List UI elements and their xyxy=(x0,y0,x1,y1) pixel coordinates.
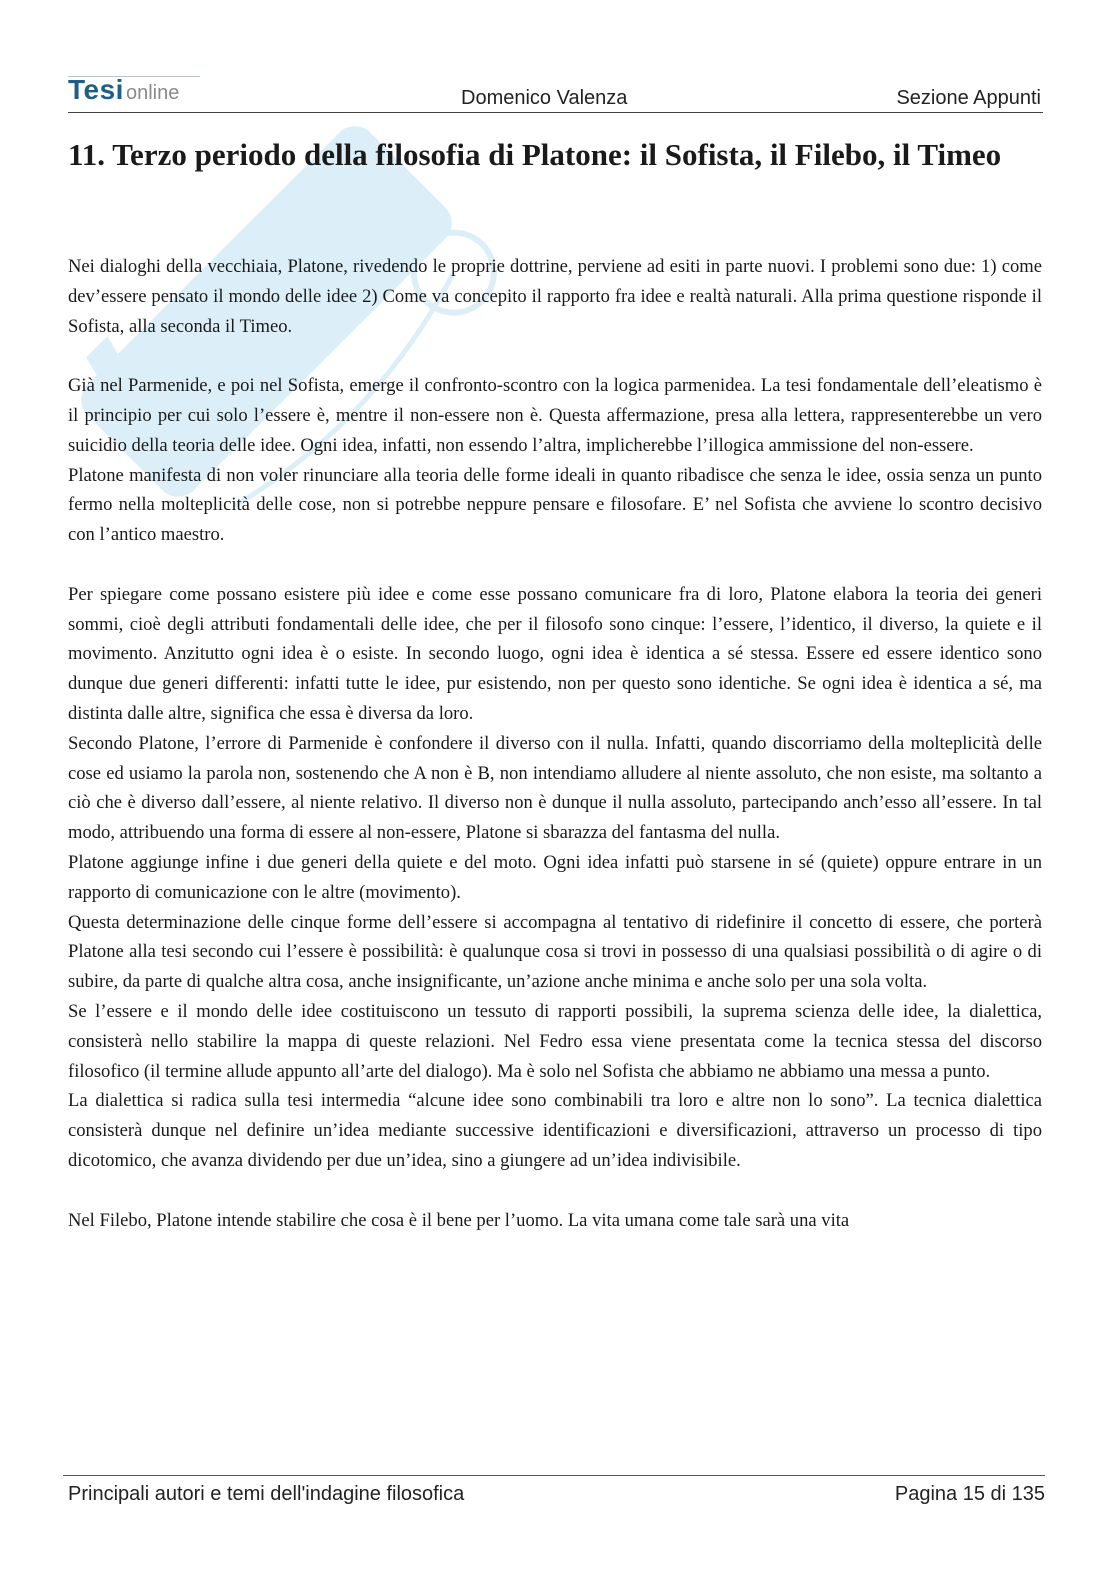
footer-book-title: Principali autori e temi dell'indagine filosofica xyxy=(68,1483,465,1505)
logo-online: online xyxy=(125,82,180,104)
tesionline-logo xyxy=(68,74,179,106)
page-header xyxy=(68,74,1043,113)
footer-rule xyxy=(63,1475,1045,1476)
paragraph: Platone manifesta di non voler rinunciare alla teoria delle forme ideali in quanto ribadisce che senza le idee, ossia senza un punto fermo nella molteplicità delle cose, non si potrebbe neppure pensare e filosofare. E’ nel Sofista che avviene lo scontro decisivo con l’antico maestro. xyxy=(68,464,1042,546)
header-section: Sezione Appunti xyxy=(896,87,1041,109)
header-author: Domenico Valenza xyxy=(461,87,628,109)
paragraph: Secondo Platone, l’errore di Parmenide è confondere il diverso con il nulla. Infatti, quando discorriamo della molteplicità delle cose ed usiamo la parola non, sostenendo che A non è B, non intendiamo alludere al niente assoluto, che non esiste, ma soltanto a ciò che è diverso dall’essere, al niente relativo. Il diverso non è dunque il nulla assoluto, partecipando anch’esso all’essere. In tal modo, attribuendo una forma di essere al non-essere, Platone si sbarazza del fantasma del nulla. xyxy=(68,732,1042,844)
paragraph: Platone aggiunge infine i due generi della quiete e del moto. Ogni idea infatti può starsene in sé (quiete) oppure entrare in un rapporto di comunicazione con le altre (movimento). xyxy=(68,851,1042,903)
paragraph: Questa determinazione delle cinque forme dell’essere si accompagna al tentativo di ridefinire il concetto di essere, che porterà Platone alla tesi secondo cui l’essere è possibilità: è qualunque cosa si trovi in possesso di una qualsiasi possibilità o di agire o di subire, da parte di qualche altra cosa, anche insignificante, un’azione anche minima e anche solo per una sola volta. xyxy=(68,911,1042,993)
chapter-title: 11. Terzo periodo della filosofia di Platone: il Sofista, il Filebo, il Timeo xyxy=(68,137,1002,172)
logo-tesi: Tesi xyxy=(68,74,124,105)
paragraph: Nei dialoghi della vecchiaia, Platone, rivedendo le proprie dottrine, perviene ad esiti in parte nuovi. I problemi sono due: 1) come dev’essere pensato il mondo delle idee 2) Come va concepito il rapporto fra idee e realtà naturali. Alla prima questione risponde il Sofista, alla seconda il Timeo. xyxy=(68,256,1042,337)
paragraph: La dialettica si radica sulla tesi intermedia “alcune idee sono combinabili tra loro e altre non lo sono”. La tecnica dialettica consisterà dunque nel definire un’idea mediante successive identificazioni e diversificazioni, attraverso un processo di tipo dicotomico, che avanza dividendo per due un’idea, sino a giungere ad un’idea indivisibile. xyxy=(68,1090,1042,1171)
paragraph: Per spiegare come possano esistere più idee e come esse possano comunicare fra di loro, Platone elabora la teoria dei generi sommi, cioè degli attributi fondamentali delle idee, che per il filosofo sono cinque: l’essere, l’identico, il diverso, la quiete e il movimento. Anzitutto ogni idea è o esiste. In secondo luogo, ogni idea è identica a sé stessa. Essere ed essere identico sono dunque due generi differenti: infatti tutte le idee, pur esistendo, non per questo sono identiche. Se ogni idea è identica a sé, ma distinta dalle altre, significa che essa è diversa da loro. xyxy=(68,583,1042,724)
paragraph: Nel Filebo, Platone intende stabilire che cosa è il bene per l’uomo. La vita umana come tale sarà una vita xyxy=(68,1209,850,1231)
page-number: Pagina 15 di 135 xyxy=(894,1483,1045,1505)
paragraph: Se l’essere e il mondo delle idee costituiscono un tessuto di rapporti possibili, la suprema scienza delle idee, la dialettica, consisterà nello stabilire la mappa di queste relazioni. Nel Fedro essa viene presentata come la tecnica stessa del discorso filosofico (il termine allude appunto all’arte del dialogo). Ma è solo nel Sofista che abbiamo ne abbiamo una messa a punto. xyxy=(68,1000,1042,1082)
body-text xyxy=(68,252,1042,1235)
paragraph: Già nel Parmenide, e poi nel Sofista, emerge il confronto-scontro con la logica parmenidea. La tesi fondamentale dell’eleatismo è il principio per cui solo l’essere è, mentre il non-essere non è. Questa affermazione, presa alla lettera, rappresenterebbe un vero suicidio della teoria delle idee. Ogni idea, infatti, non essendo l’altra, implicherebbe l’illogica ammissione del non-essere. xyxy=(68,375,1042,456)
